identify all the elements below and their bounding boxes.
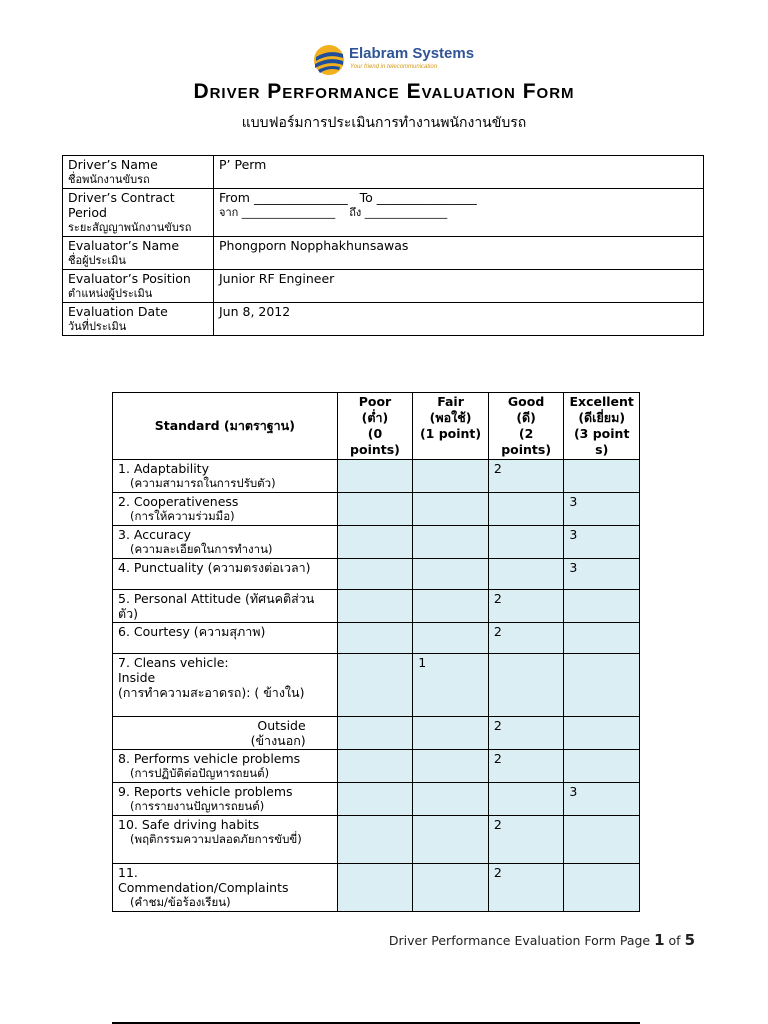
score-cell-fair[interactable] bbox=[413, 526, 489, 559]
driver-name-label-th: ชื่อพนักงานขับรถ bbox=[68, 173, 150, 186]
logo-tagline: Your friend in telecommunication bbox=[350, 64, 438, 70]
rating-header-excellent bbox=[564, 393, 640, 460]
evaluation-row bbox=[113, 590, 640, 623]
score-cell-excellent[interactable]: 3 bbox=[564, 526, 640, 559]
driver-name-row bbox=[63, 156, 704, 189]
standard-cell bbox=[113, 750, 338, 783]
score-cell-fair[interactable] bbox=[413, 816, 489, 864]
logo-name: Elabram Systems bbox=[349, 45, 475, 62]
rating-label-th: (พอใช้) bbox=[429, 410, 472, 425]
evaluator-label-th: ชื่อผู้ประเมิน bbox=[68, 254, 126, 267]
standard-cell bbox=[113, 493, 338, 526]
score-cell-fair[interactable] bbox=[413, 623, 489, 654]
score-cell-good[interactable]: 2 bbox=[488, 816, 564, 864]
score-cell-fair[interactable] bbox=[413, 493, 489, 526]
position-label-cell bbox=[63, 270, 214, 303]
date-label: Evaluation Date bbox=[68, 304, 168, 319]
rating-points: (2 points) bbox=[501, 426, 552, 457]
driver-name-label-cell bbox=[63, 156, 214, 189]
footer-page-total: 5 bbox=[684, 931, 695, 949]
score-cell-poor[interactable] bbox=[337, 816, 413, 864]
standard-label: 4. Punctuality (ความตรงต่อเวลา) bbox=[118, 560, 311, 575]
score-cell-good[interactable] bbox=[488, 783, 564, 816]
rating-points: (1 point) bbox=[419, 426, 482, 441]
rating-header-good bbox=[488, 393, 564, 460]
standard-cell bbox=[113, 864, 338, 912]
contract-label: Driver’s Contract Period bbox=[68, 190, 175, 220]
score-cell-poor[interactable] bbox=[337, 864, 413, 912]
score-cell-good[interactable]: 2 bbox=[488, 460, 564, 493]
form-subtitle: แบบฟอร์มการประเมินการทำงานพนักงานขับรถ bbox=[241, 115, 527, 131]
evaluation-row bbox=[113, 654, 640, 717]
score-cell-excellent[interactable] bbox=[564, 750, 640, 783]
evaluation-row bbox=[113, 717, 640, 750]
score-cell-good[interactable] bbox=[488, 493, 564, 526]
evaluation-row bbox=[113, 750, 640, 783]
evaluation-table bbox=[112, 392, 640, 912]
evaluation-row bbox=[113, 526, 640, 559]
score-cell-good[interactable] bbox=[488, 526, 564, 559]
standard-cell bbox=[113, 816, 338, 864]
evaluator-name-value[interactable]: Phongporn Nopphakhunsawas bbox=[214, 237, 704, 270]
contract-from-to-th: จาก _________________ ถึง _______________ bbox=[219, 206, 448, 219]
evaluation-row bbox=[113, 623, 640, 654]
score-cell-good[interactable] bbox=[488, 654, 564, 717]
rating-label: Poor bbox=[358, 394, 392, 409]
score-cell-excellent[interactable]: 3 bbox=[564, 559, 640, 590]
score-cell-good[interactable]: 2 bbox=[488, 750, 564, 783]
score-cell-poor[interactable] bbox=[337, 559, 413, 590]
rating-label-th: (ต่ำ) bbox=[361, 410, 389, 425]
standard-label-th: (การรายงานปัญหารถยนต์) bbox=[130, 799, 265, 813]
standard-label: 8. Performs vehicle problems bbox=[118, 751, 301, 766]
score-cell-fair[interactable]: 1 bbox=[413, 654, 489, 717]
score-cell-fair[interactable] bbox=[413, 590, 489, 623]
evaluator-position-row bbox=[63, 270, 704, 303]
footer-text: Driver Performance Evaluation Form Page bbox=[388, 933, 651, 948]
rating-header-fair bbox=[413, 393, 489, 460]
evaluation-row bbox=[113, 783, 640, 816]
logo-globe-icon bbox=[312, 40, 346, 80]
position-value[interactable]: Junior RF Engineer bbox=[214, 270, 704, 303]
standard-cell bbox=[113, 654, 338, 717]
date-value[interactable]: Jun 8, 2012 bbox=[214, 303, 704, 336]
rating-label-th: (ดีเยี่ยม) bbox=[578, 410, 626, 425]
score-cell-poor[interactable] bbox=[337, 590, 413, 623]
standard-label-th: (การปฏิบัติต่อปัญหารถยนต์) bbox=[130, 766, 270, 780]
score-cell-poor[interactable] bbox=[337, 623, 413, 654]
contract-label-cell bbox=[63, 189, 214, 237]
contract-value-cell[interactable] bbox=[214, 189, 704, 237]
standard-label: 3. Accuracy bbox=[118, 527, 191, 542]
score-cell-excellent[interactable]: 3 bbox=[564, 783, 640, 816]
rating-points: (0 points) bbox=[350, 426, 400, 457]
position-label-th: ตำแหน่งผู้ประเมิน bbox=[68, 287, 153, 300]
contract-label-th: ระยะสัญญาพนักงานขับรถ bbox=[68, 221, 192, 234]
standard-cell bbox=[113, 526, 338, 559]
score-cell-poor[interactable] bbox=[337, 493, 413, 526]
score-cell-good[interactable]: 2 bbox=[488, 717, 564, 750]
score-cell-good[interactable]: 2 bbox=[488, 864, 564, 912]
standard-cell bbox=[113, 623, 338, 654]
score-cell-excellent[interactable]: 3 bbox=[564, 493, 640, 526]
driver-info-table bbox=[62, 155, 704, 336]
score-cell-fair[interactable] bbox=[413, 750, 489, 783]
driver-name-label: Driver’s Name bbox=[68, 157, 158, 172]
evaluation-row bbox=[113, 816, 640, 864]
standard-cell bbox=[113, 460, 338, 493]
footer-of: of bbox=[668, 933, 681, 948]
contract-period-row bbox=[63, 189, 704, 237]
score-cell-excellent[interactable] bbox=[564, 864, 640, 912]
standard-label: Outside (ข้างนอก) bbox=[250, 718, 306, 748]
score-cell-poor[interactable] bbox=[337, 654, 413, 717]
score-cell-poor[interactable] bbox=[337, 750, 413, 783]
score-cell-fair[interactable] bbox=[413, 783, 489, 816]
rating-label: Good bbox=[507, 394, 545, 409]
score-cell-excellent[interactable] bbox=[564, 623, 640, 654]
evaluation-row bbox=[113, 493, 640, 526]
standard-label: 6. Courtesy (ความสุภาพ) bbox=[118, 624, 266, 639]
score-cell-fair[interactable] bbox=[413, 864, 489, 912]
standard-label-th: (คำชม/ข้อร้องเรียน) bbox=[130, 895, 231, 909]
position-label: Evaluator’s Position bbox=[68, 271, 191, 286]
evaluator-name-row bbox=[63, 237, 704, 270]
standard-label-th: (ความละเอียดในการทำงาน) bbox=[130, 542, 273, 556]
score-cell-good[interactable]: 2 bbox=[488, 590, 564, 623]
rating-points: (3 points) bbox=[573, 426, 630, 457]
score-cell-fair[interactable] bbox=[413, 460, 489, 493]
standard-header: Standard (มาตราฐาน) bbox=[113, 393, 338, 460]
score-cell-excellent[interactable] bbox=[564, 816, 640, 864]
score-cell-good[interactable]: 2 bbox=[488, 623, 564, 654]
rating-header-poor bbox=[337, 393, 413, 460]
standard-label-th: (พฤติกรรมความปลอดภัยการขับขี่) bbox=[130, 832, 302, 846]
score-cell-poor[interactable] bbox=[337, 460, 413, 493]
standard-label-th: (การให้ความร่วมมือ) bbox=[130, 509, 235, 523]
score-cell-poor[interactable] bbox=[337, 783, 413, 816]
evaluation-row bbox=[113, 460, 640, 493]
contract-from-to: From _______________ To ________________ bbox=[219, 190, 477, 205]
page-footer bbox=[0, 931, 695, 949]
score-cell-excellent[interactable] bbox=[564, 590, 640, 623]
standard-cell bbox=[113, 717, 338, 750]
standard-label: 11. Commendation/Complaints bbox=[118, 865, 289, 895]
score-cell-excellent[interactable] bbox=[564, 460, 640, 493]
score-cell-good[interactable] bbox=[488, 559, 564, 590]
evaluation-date-row bbox=[63, 303, 704, 336]
standard-cell bbox=[113, 590, 338, 623]
company-logo bbox=[312, 40, 475, 80]
score-cell-excellent[interactable] bbox=[564, 654, 640, 717]
standard-label: 10. Safe driving habits bbox=[118, 817, 260, 832]
date-label-th: วันที่ประเมิน bbox=[68, 320, 127, 333]
form-title: Driver Performance Evaluation Form bbox=[193, 80, 575, 103]
date-label-cell bbox=[63, 303, 214, 336]
standard-label: 9. Reports vehicle problems bbox=[118, 784, 293, 799]
rating-label: Excellent bbox=[569, 394, 634, 409]
standard-label: 5. Personal Attitude (ทัศนคติส่วนตัว) bbox=[118, 591, 315, 621]
standard-label: 2. Cooperativeness bbox=[118, 494, 239, 509]
rating-label-th: (ดี) bbox=[516, 410, 536, 425]
standard-cell bbox=[113, 783, 338, 816]
standard-label: 7. Cleans vehicle: Inside (การทำความสะอาดรถ): ( ข้างใน) bbox=[118, 655, 305, 700]
score-cell-fair[interactable] bbox=[413, 717, 489, 750]
standard-label: 1. Adaptability bbox=[118, 461, 209, 476]
evaluation-row bbox=[113, 864, 640, 912]
evaluation-header-row bbox=[113, 393, 640, 460]
standard-cell bbox=[113, 559, 338, 590]
evaluation-row bbox=[113, 559, 640, 590]
driver-name-value[interactable]: P’ Perm bbox=[214, 156, 704, 189]
standard-label-th: (ความสามารถในการปรับตัว) bbox=[130, 476, 276, 490]
evaluator-label-cell bbox=[63, 237, 214, 270]
footer-page-number: 1 bbox=[654, 931, 665, 949]
score-cell-poor[interactable] bbox=[337, 526, 413, 559]
score-cell-excellent[interactable] bbox=[564, 717, 640, 750]
evaluator-label: Evaluator’s Name bbox=[68, 238, 180, 253]
score-cell-poor[interactable] bbox=[337, 717, 413, 750]
rating-label: Fair bbox=[437, 394, 464, 409]
score-cell-fair[interactable] bbox=[413, 559, 489, 590]
